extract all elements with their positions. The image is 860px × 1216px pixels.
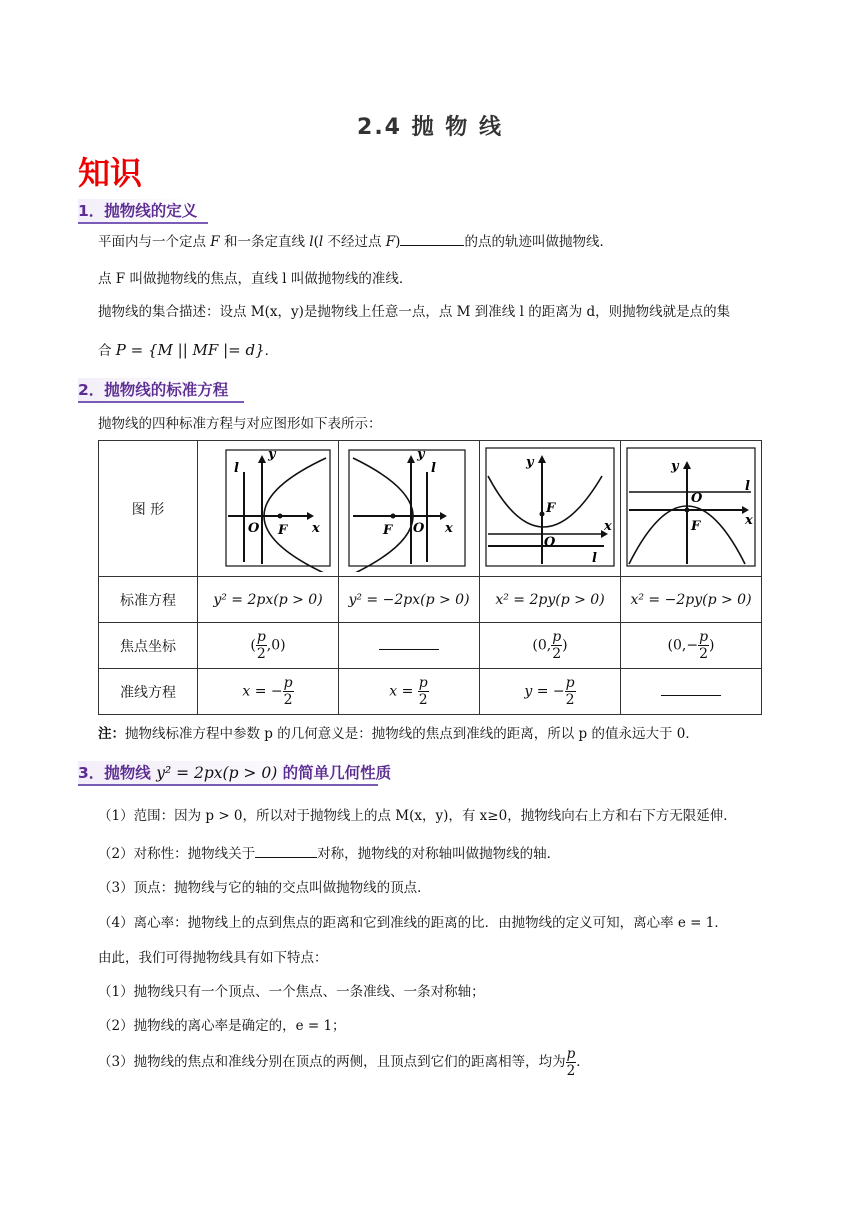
- graph-cell-3: [480, 441, 621, 577]
- summary-point-1: （1）抛物线只有一个顶点、一个焦点、一条准线、一条对称轴；: [98, 984, 485, 1000]
- svg-text:l: l: [234, 460, 239, 476]
- table-row-equation: [99, 577, 762, 623]
- graph-left-opening: [339, 442, 479, 572]
- row-label-directrix: 准线方程: [99, 669, 198, 715]
- definition-line-2: 点 F 叫做抛物线的焦点，直线 l 叫做抛物线的准线．: [98, 271, 413, 287]
- table-note: 注：抛物线标准方程中参数 p 的几何意义是：抛物线的焦点到准线的距离，所以 p 的值永远大于 0．: [98, 726, 699, 742]
- svg-text:F: F: [546, 500, 556, 516]
- summary-point-3: （3）抛物线的焦点和准线分别在顶点的两侧，且顶点到它们的距离相等，均为 $\frac{p}{2}$ ．: [98, 1046, 590, 1079]
- equation-4: x² = −2py(p > 0): [621, 577, 762, 623]
- section-3-heading: 3．抛物线 y² = 2px(p > 0) 的简单几何性质: [78, 761, 399, 785]
- property-vertex: （3）顶点：抛物线与它的轴的交点叫做抛物线的顶点．: [98, 880, 431, 896]
- equation-2: y² = −2px(p > 0): [339, 577, 480, 623]
- svg-text:O: O: [413, 520, 425, 536]
- equation-1: y² = 2px(p > 0): [198, 577, 339, 623]
- section-2-heading: 2．抛物线的标准方程: [78, 378, 236, 402]
- svg-text:x: x: [604, 518, 612, 534]
- focus-3: (0, $\frac{p}{2}$ ): [480, 623, 621, 669]
- definition-line-3: 抛物线的集合描述：设点 M(x，y)是抛物线上任意一点，点 M 到准线 l 的距离为 d，则抛物线就是点的集: [98, 304, 731, 320]
- section-1-underline: [78, 222, 208, 224]
- property-symmetry: （2）对称性：抛物线关于 对称，抛物线的对称轴叫做抛物线的轴．: [98, 846, 561, 862]
- row-label-equation: 标准方程: [99, 577, 198, 623]
- row-label-graph: 图 形: [99, 441, 198, 577]
- graph-down-opening: [621, 442, 761, 572]
- knowledge-label: 知识: [78, 154, 143, 192]
- equation-3: x² = 2py(p > 0): [480, 577, 621, 623]
- svg-text:x: x: [445, 520, 453, 536]
- svg-text:y: y: [671, 458, 679, 474]
- definition-line-1: 平面内与一个定点 F 和一条定直线 l(l 不经过点 F) 的点的轨迹叫做抛物线．: [98, 234, 613, 250]
- table-row-focus: [99, 623, 762, 669]
- focus-4: (0,− $\frac{p}{2}$ ): [621, 623, 762, 669]
- directrix-1: x = − $\frac{p}{2}$: [198, 669, 339, 715]
- focus-2-blank[interactable]: [339, 623, 480, 669]
- definition-blank[interactable]: [400, 245, 464, 246]
- definition-line-4: 合 P = {M || MF |= d}．: [98, 341, 279, 359]
- svg-text:F: F: [691, 518, 701, 534]
- row-label-focus: 焦点坐标: [99, 623, 198, 669]
- property-range: （1）范围：因为 p > 0，所以对于抛物线上的点 M(x，y)，有 x≥0，抛物线向右上方和右下方无限延伸．: [98, 808, 737, 824]
- svg-text:l: l: [745, 478, 750, 494]
- graph-right-opening: [198, 442, 338, 572]
- graph-cell-4: [621, 441, 762, 577]
- summary-point-2: （2）抛物线的离心率是确定的，e = 1；: [98, 1018, 346, 1034]
- svg-text:y: y: [417, 446, 425, 462]
- svg-text:x: x: [745, 512, 753, 528]
- graph-up-opening: [480, 442, 620, 572]
- svg-text:O: O: [248, 520, 260, 536]
- directrix-4-blank[interactable]: [621, 669, 762, 715]
- table-intro: 抛物线的四种标准方程与对应图形如下表所示：: [98, 416, 382, 432]
- svg-text:O: O: [544, 534, 556, 550]
- directrix-2: x = $\frac{p}{2}$: [339, 669, 480, 715]
- svg-text:F: F: [383, 522, 393, 538]
- standard-equations-table: [98, 440, 762, 715]
- directrix-3: y = − $\frac{p}{2}$: [480, 669, 621, 715]
- graph-cell-1: [198, 441, 339, 577]
- focus-1: ( $\frac{p}{2}$ ,0): [198, 623, 339, 669]
- table-row-graph: [99, 441, 762, 577]
- svg-text:O: O: [691, 490, 703, 506]
- svg-text:l: l: [431, 460, 436, 476]
- section-3-underline: [78, 784, 378, 786]
- svg-text:y: y: [526, 454, 534, 470]
- svg-text:l: l: [592, 550, 597, 566]
- summary-intro: 由此，我们可得抛物线具有如下特点：: [98, 950, 328, 966]
- property-eccentricity: （4）离心率：抛物线上的点到焦点的距离和它到准线的距离的比．由抛物线的定义可知，离心率 e = 1．: [98, 915, 728, 931]
- svg-text:F: F: [278, 522, 288, 538]
- section-1-heading: 1．抛物线的定义: [78, 199, 205, 223]
- page-title: 2.4 抛 物 线: [357, 115, 503, 140]
- symmetry-blank[interactable]: [255, 857, 317, 858]
- set-formula: P = {M || MF |= d}: [115, 341, 265, 359]
- table-row-directrix: [99, 669, 762, 715]
- graph-cell-2: [339, 441, 480, 577]
- section-2-underline: [78, 401, 244, 403]
- svg-text:x: x: [312, 520, 320, 536]
- svg-text:y: y: [268, 446, 276, 462]
